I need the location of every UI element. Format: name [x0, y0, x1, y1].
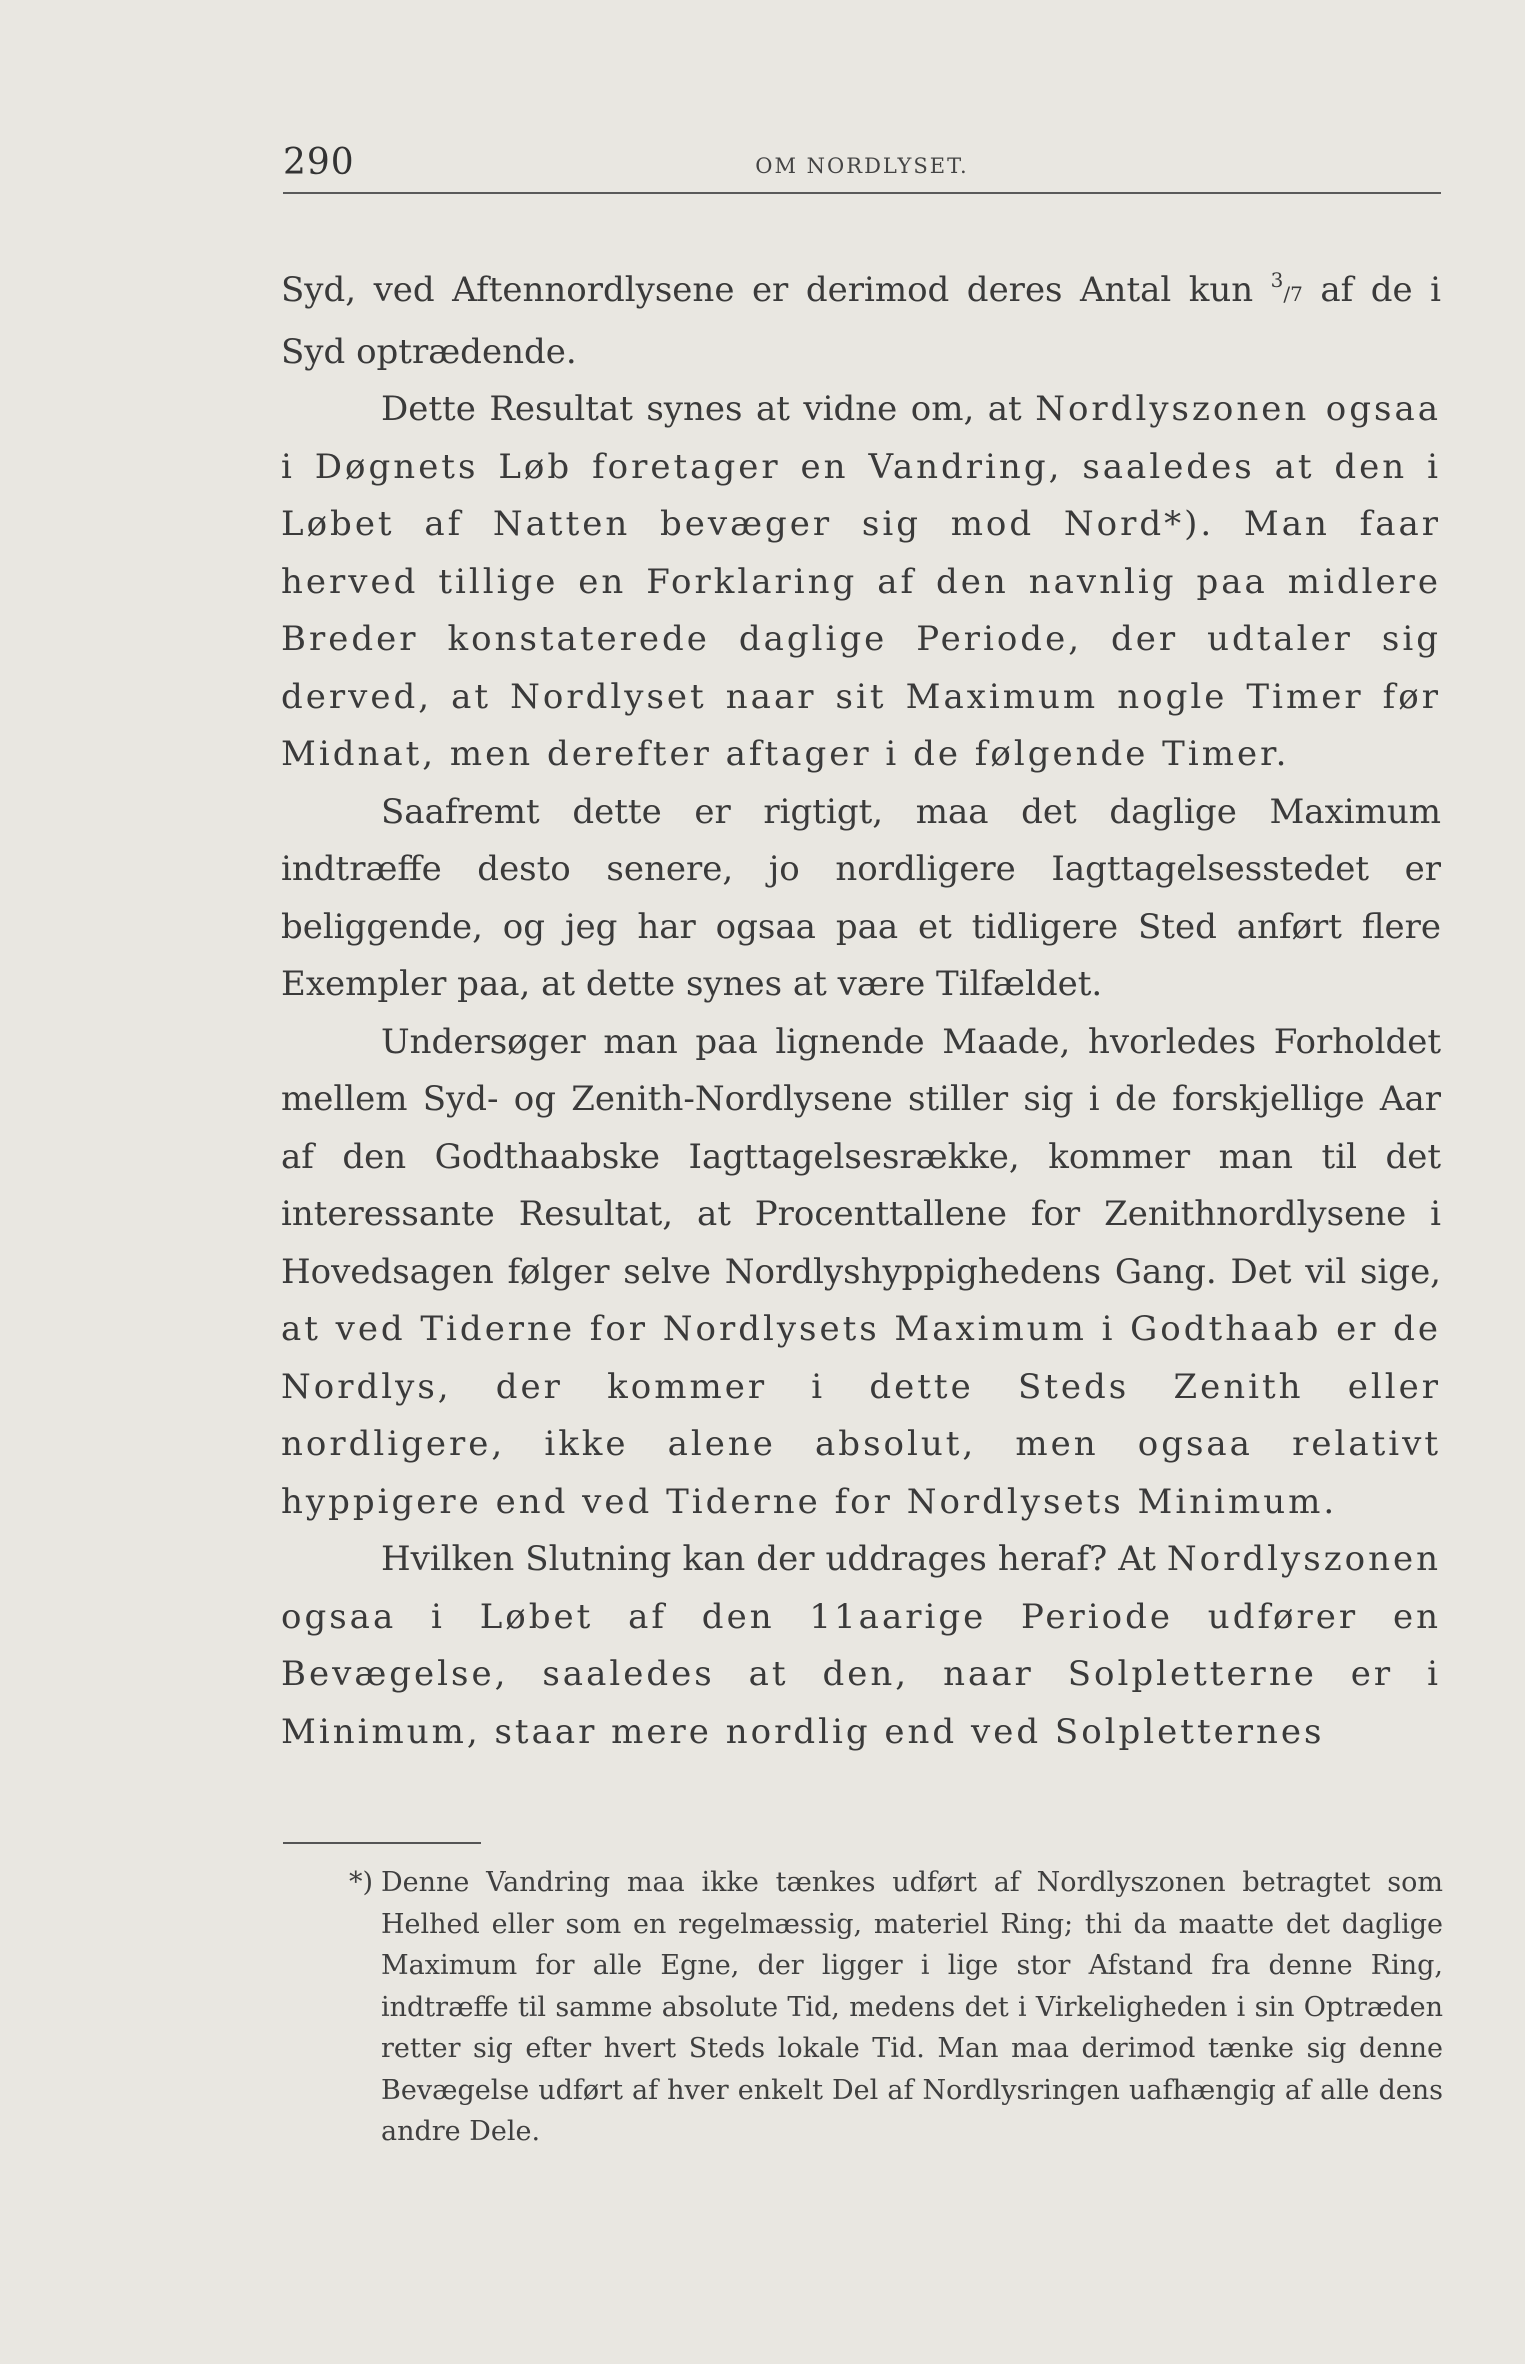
paragraph-4-text-a: Undersøger man paa lignende Maade, hvorledes Forholdet mellem Syd- og Zenith-Nordlysene stiller sig i de forskjellige Aar af den Godthaabske Iagttagelsesrække, kommer man til det interessante Resultat, at Procenttallene for Zenithnordlysene i Hovedsagen følger selve Nordlyshyppighedens Gang. Det vil sige,: [281, 1021, 1441, 1292]
paragraph-5-text-a: Hvilken Slutning kan der uddrages heraf? At: [381, 1539, 1167, 1579]
running-head: OM NORDLYSET.: [755, 154, 969, 178]
fraction-denominator: /7: [1283, 282, 1303, 306]
body-text: [281, 252, 1441, 1761]
footnote-text: Denne Vandring maa ikke tænkes udført af Nordlyszonen betragtet som Helhed eller som en regelmæssig, materiel Ring; thi da maatte det daglige Maximum for alle Egne, der ligger i lige stor Afstand fra denne Ring, indtræffe til samme absolute Tid, medens det i Virkeligheden i sin Optræden retter sig efter hvert Steds lokale Tid. Man maa derimod tænke sig denne Bevægelse udført af hver enkelt Del af Nordlysringen uafhængig af alle dens andre Dele.: [381, 1867, 1443, 2147]
footnote: [283, 1862, 1443, 2153]
page-header: [283, 142, 1441, 194]
paragraph-4: [281, 1014, 1441, 1532]
footnote-rule: [283, 1842, 481, 1844]
paragraph-1: [281, 252, 1441, 381]
paragraph-4-spaced-text: at ved Tiderne for Nordlysets Maximum i Godthaab er de Nordlys, der kommer i dette Steds Zenith eller nordligere, ikke alene absolut, men ogsaa relativt hyppigere end ved Tiderne for Nordlysets Minimum.: [281, 1309, 1441, 1522]
page-number: 290: [283, 142, 355, 183]
paragraph-1-text-b: af de i Syd optrædende.: [281, 270, 1441, 372]
paragraph-2-text-a: Dette Resultat synes at vidne om, at: [381, 389, 1036, 429]
paragraph-1-text-a: Syd, ved Aftennordlysene er derimod deres Antal kun: [281, 270, 1271, 310]
paragraph-3: Saafremt dette er rigtigt, maa det daglige Maximum indtræffe desto senere, jo nordligere Iagttagelsesstedet er beliggende, og jeg har ogsaa paa et tidligere Sted anført flere Exempler paa, at dette synes at være Tilfældet.: [281, 791, 1441, 1004]
footnote-marker: *): [348, 1867, 373, 1898]
fraction-numerator: 3: [1270, 268, 1284, 292]
paragraph-2: [281, 381, 1441, 784]
paragraph-5: [281, 1531, 1441, 1761]
paragraph-2-spaced-text: Nordlyszonen ogsaa i Døgnets Løb foretager en Vandring, saaledes at den i Løbet af Natten bevæger sig mod Nord*). Man faar herved tillige en Forklaring af den navnlig paa midlere Breder konstaterede daglige Periode, der udtaler sig derved, at Nordlyset naar sit Maximum nogle Timer før Midnat, men derefter aftager i de følgende Timer.: [281, 389, 1441, 774]
paragraph-5-spaced-text: Nordlyszonen ogsaa i Løbet af den 11aarige Periode udfører en Bevægelse, saaledes at den, naar Solpletterne er i Minimum, staar mere nordlig end ved Solpletternes: [281, 1539, 1441, 1752]
